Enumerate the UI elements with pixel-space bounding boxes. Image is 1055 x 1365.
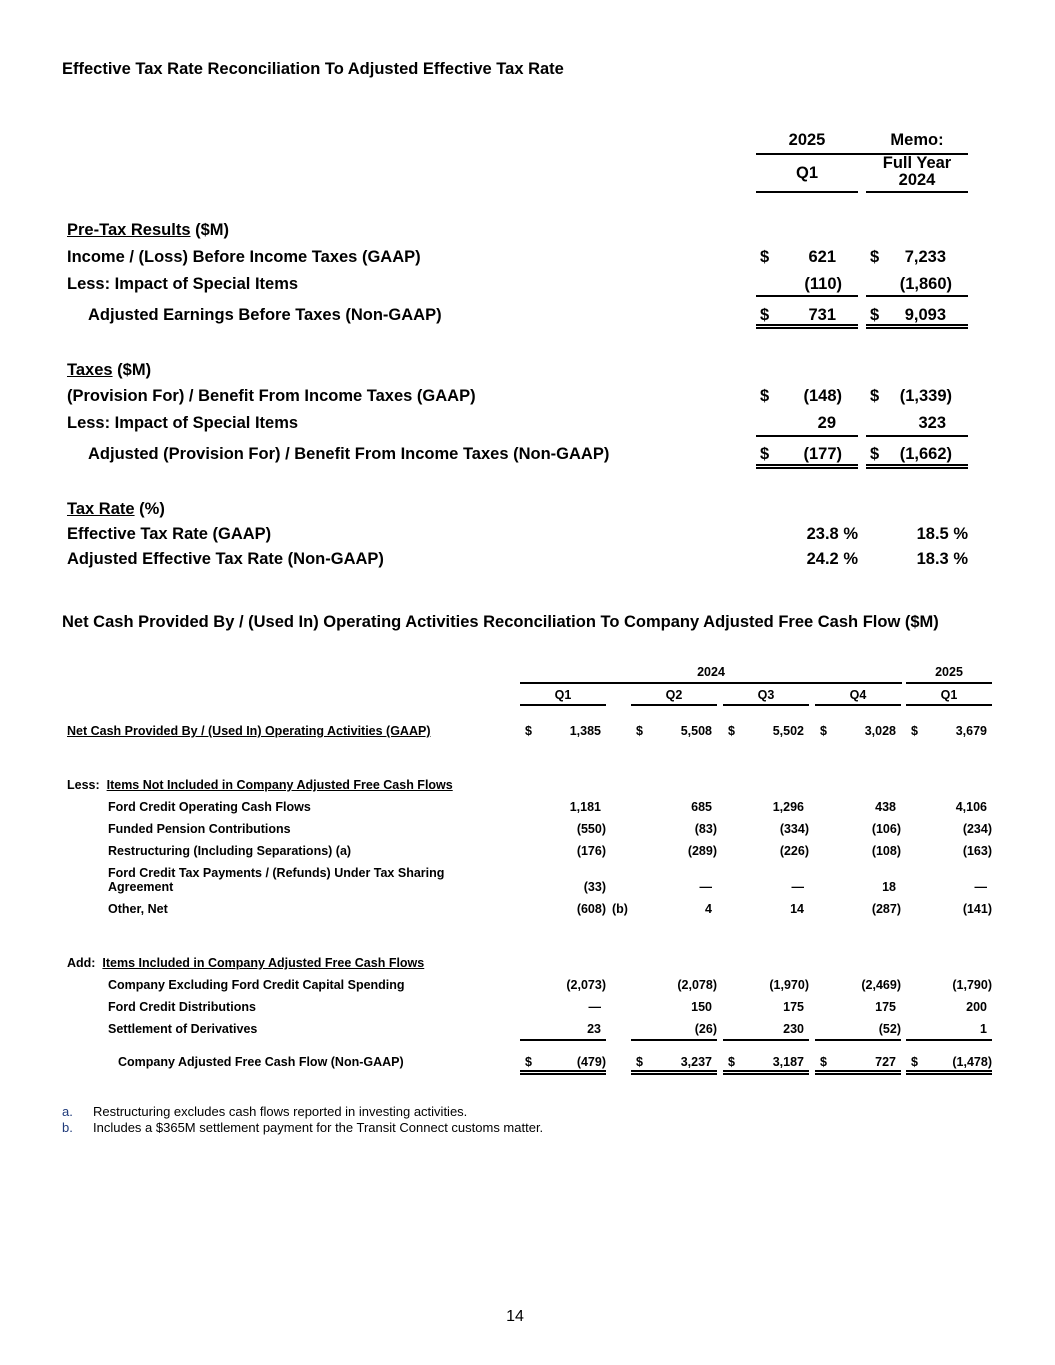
- dollar-sign: $: [728, 724, 735, 738]
- value-cell: 3,187: [772, 1055, 804, 1069]
- less-heading-label: Items Not Included in Company Adjusted Free Cash Flows: [106, 778, 453, 792]
- value-cell: (141): [962, 902, 992, 916]
- value-cell: (289): [687, 844, 717, 858]
- value-cell: (83): [694, 822, 717, 836]
- dollar-sign: $: [636, 724, 643, 738]
- value-cell: 24.2 %: [806, 550, 858, 568]
- less-row-label: [108, 866, 444, 894]
- value-cell: (1,790): [952, 978, 992, 992]
- value-cell: 150: [691, 1000, 712, 1014]
- pretax-unit: ($M): [190, 221, 229, 239]
- value-cell: 23: [587, 1022, 601, 1036]
- value-cell: (108): [871, 844, 901, 858]
- value-cell: (1,339): [899, 387, 952, 405]
- value-cell: 1,296: [772, 800, 804, 814]
- value-cell: (1,860): [899, 275, 952, 293]
- taxrate-row-label: Adjusted Effective Tax Rate (Non-GAAP): [67, 550, 384, 568]
- value-cell: 18.3 %: [916, 550, 968, 568]
- header-memo: Memo:: [890, 131, 944, 149]
- taxrate-unit: (%): [134, 500, 165, 518]
- dollar-sign: $: [820, 724, 827, 738]
- value-cell: 727: [875, 1055, 896, 1069]
- value-cell: 18: [882, 880, 896, 894]
- header-quarter: Q2: [665, 688, 683, 702]
- footnote-marker-b: b.: [62, 1120, 73, 1135]
- pretax-row-label: Income / (Loss) Before Income Taxes (GAAP): [67, 248, 421, 266]
- dollar-sign: $: [870, 248, 880, 266]
- value-cell: (52): [878, 1022, 901, 1036]
- value-cell: —: [588, 1000, 601, 1014]
- add-row-label: Company Excluding Ford Credit Capital Spending: [108, 978, 405, 992]
- value-cell: 1: [980, 1022, 987, 1036]
- taxrate-heading: [67, 500, 165, 519]
- value-cell: (1,662): [899, 445, 952, 463]
- value-cell: 3,237: [680, 1055, 712, 1069]
- add-row-label: Settlement of Derivatives: [108, 1022, 258, 1036]
- dollar-sign: $: [820, 1055, 827, 1069]
- header-year-2025: 2025: [935, 665, 963, 679]
- value-cell: 23.8 %: [806, 525, 858, 543]
- value-cell: —: [791, 880, 804, 894]
- value-cell: 175: [783, 1000, 804, 1014]
- value-cell: (2,469): [861, 978, 901, 992]
- header-full-year-line2: 2024: [898, 171, 936, 189]
- less-row-label: Restructuring (Including Separations) (a): [108, 844, 352, 858]
- less-row-label-line2: Agreement: [108, 880, 174, 894]
- value-cell: 3,028: [864, 724, 896, 738]
- section2-title: Net Cash Provided By / (Used In) Operating Activities Reconciliation To Company Adjusted Free Cash Flow ($M): [62, 613, 939, 631]
- dollar-sign: $: [760, 306, 770, 324]
- taxes-heading: [67, 361, 151, 380]
- value-cell: 621: [808, 248, 836, 266]
- add-prefix: Add:: [67, 956, 103, 970]
- dollar-sign: $: [911, 1055, 918, 1069]
- value-cell: (176): [576, 844, 606, 858]
- header-quarter: Q1: [554, 688, 572, 702]
- page-number: 14: [506, 1308, 524, 1325]
- value-cell: (177): [803, 445, 842, 463]
- header-2025: 2025: [788, 131, 826, 149]
- value-cell: (234): [962, 822, 992, 836]
- value-cell: (110): [804, 275, 842, 293]
- value-cell: 1,181: [569, 800, 601, 814]
- value-cell: (163): [962, 844, 992, 858]
- value-cell: (334): [779, 822, 809, 836]
- less-row-label: Funded Pension Contributions: [108, 822, 291, 836]
- value-cell: (287): [871, 902, 901, 916]
- less-row-label: Other, Net: [108, 902, 168, 916]
- value-cell: 731: [808, 306, 836, 324]
- header-year-2024: 2024: [697, 665, 725, 679]
- value-cell: 230: [783, 1022, 804, 1036]
- taxes-heading-label: Taxes: [67, 361, 113, 379]
- dollar-sign: $: [870, 306, 880, 324]
- value-cell: 5,508: [680, 724, 712, 738]
- value-cell: (26): [694, 1022, 717, 1036]
- section1-title: Effective Tax Rate Reconciliation To Adjusted Effective Tax Rate: [62, 60, 564, 78]
- value-cell: —: [974, 880, 987, 894]
- header-quarter: Q4: [849, 688, 867, 702]
- value-cell: 438: [875, 800, 896, 814]
- add-heading: [67, 956, 424, 970]
- header-full-year-line1: Full Year: [882, 154, 952, 172]
- pretax-row-label: Adjusted Earnings Before Taxes (Non-GAAP): [88, 306, 442, 324]
- pretax-row-label: Less: Impact of Special Items: [67, 275, 299, 293]
- value-cell: (33): [583, 880, 606, 894]
- value-cell: 14: [790, 902, 804, 916]
- header-quarter: Q3: [757, 688, 775, 702]
- pretax-heading-label: Pre-Tax Results: [67, 221, 191, 239]
- dollar-sign: $: [760, 445, 770, 463]
- taxrate-row-label: Effective Tax Rate (GAAP): [67, 525, 272, 543]
- value-cell: (148): [803, 387, 842, 405]
- less-row-label-line1: Ford Credit Tax Payments / (Refunds) Under Tax Sharing: [108, 866, 445, 880]
- taxes-unit: ($M): [112, 361, 152, 379]
- value-cell: 200: [966, 1000, 987, 1014]
- value-cell: (2,078): [677, 978, 717, 992]
- value-cell: 18.5 %: [916, 525, 968, 543]
- value-cell: (226): [779, 844, 809, 858]
- taxes-row-label: (Provision For) / Benefit From Income Taxes (GAAP): [67, 387, 476, 405]
- value-cell: (2,073): [566, 978, 606, 992]
- value-cell: 1,385: [569, 724, 601, 738]
- value-cell: (608): [576, 902, 606, 916]
- dollar-sign: $: [525, 1055, 532, 1069]
- dollar-sign: $: [870, 387, 880, 405]
- value-cell: 4: [705, 902, 712, 916]
- value-cell: (550): [576, 822, 606, 836]
- value-cell: 9,093: [904, 306, 946, 324]
- taxrate-heading-label: Tax Rate: [67, 500, 135, 518]
- value-cell: —: [699, 880, 712, 894]
- value-cell: 5,502: [772, 724, 804, 738]
- gaap-row-label: Net Cash Provided By / (Used In) Operating Activities (GAAP): [67, 724, 431, 738]
- value-cell: 323: [918, 414, 946, 432]
- add-heading-label: Items Included in Company Adjusted Free Cash Flows: [102, 956, 425, 970]
- value-cell: 175: [875, 1000, 896, 1014]
- dollar-sign: $: [525, 724, 532, 738]
- taxes-row-label: Less: Impact of Special Items: [67, 414, 299, 432]
- dollar-sign: $: [870, 445, 880, 463]
- value-cell: 29: [817, 414, 836, 432]
- value-cell: (106): [871, 822, 901, 836]
- value-cell: 3,679: [955, 724, 987, 738]
- total-row-label: Company Adjusted Free Cash Flow (Non-GAAP): [118, 1055, 404, 1069]
- taxes-row-label: Adjusted (Provision For) / Benefit From Income Taxes (Non-GAAP): [88, 445, 610, 463]
- header-q1: Q1: [795, 164, 818, 182]
- dollar-sign: $: [760, 248, 770, 266]
- pretax-heading: [67, 221, 229, 240]
- dollar-sign: $: [636, 1055, 643, 1069]
- add-row-label: Ford Credit Distributions: [108, 1000, 256, 1014]
- less-row-label: Ford Credit Operating Cash Flows: [108, 800, 311, 814]
- footnote-ref-b: (b): [612, 902, 628, 916]
- footnote-marker-a: a.: [62, 1104, 73, 1119]
- value-cell: (1,970): [769, 978, 809, 992]
- value-cell: (1,478): [952, 1055, 992, 1069]
- dollar-sign: $: [728, 1055, 735, 1069]
- value-cell: 4,106: [955, 800, 987, 814]
- value-cell: 7,233: [904, 248, 946, 266]
- value-cell: (479): [576, 1055, 606, 1069]
- less-prefix: Less:: [67, 778, 107, 792]
- dollar-sign: $: [911, 724, 918, 738]
- footnote-a: Restructuring excludes cash flows reported in investing activities.: [93, 1104, 468, 1119]
- value-cell: 685: [691, 800, 712, 814]
- header-quarter: Q1: [940, 688, 958, 702]
- dollar-sign: $: [760, 387, 770, 405]
- footnote-b: Includes a $365M settlement payment for the Transit Connect customs matter.: [93, 1120, 544, 1135]
- header-full-year: [866, 155, 968, 189]
- less-heading: [67, 778, 453, 792]
